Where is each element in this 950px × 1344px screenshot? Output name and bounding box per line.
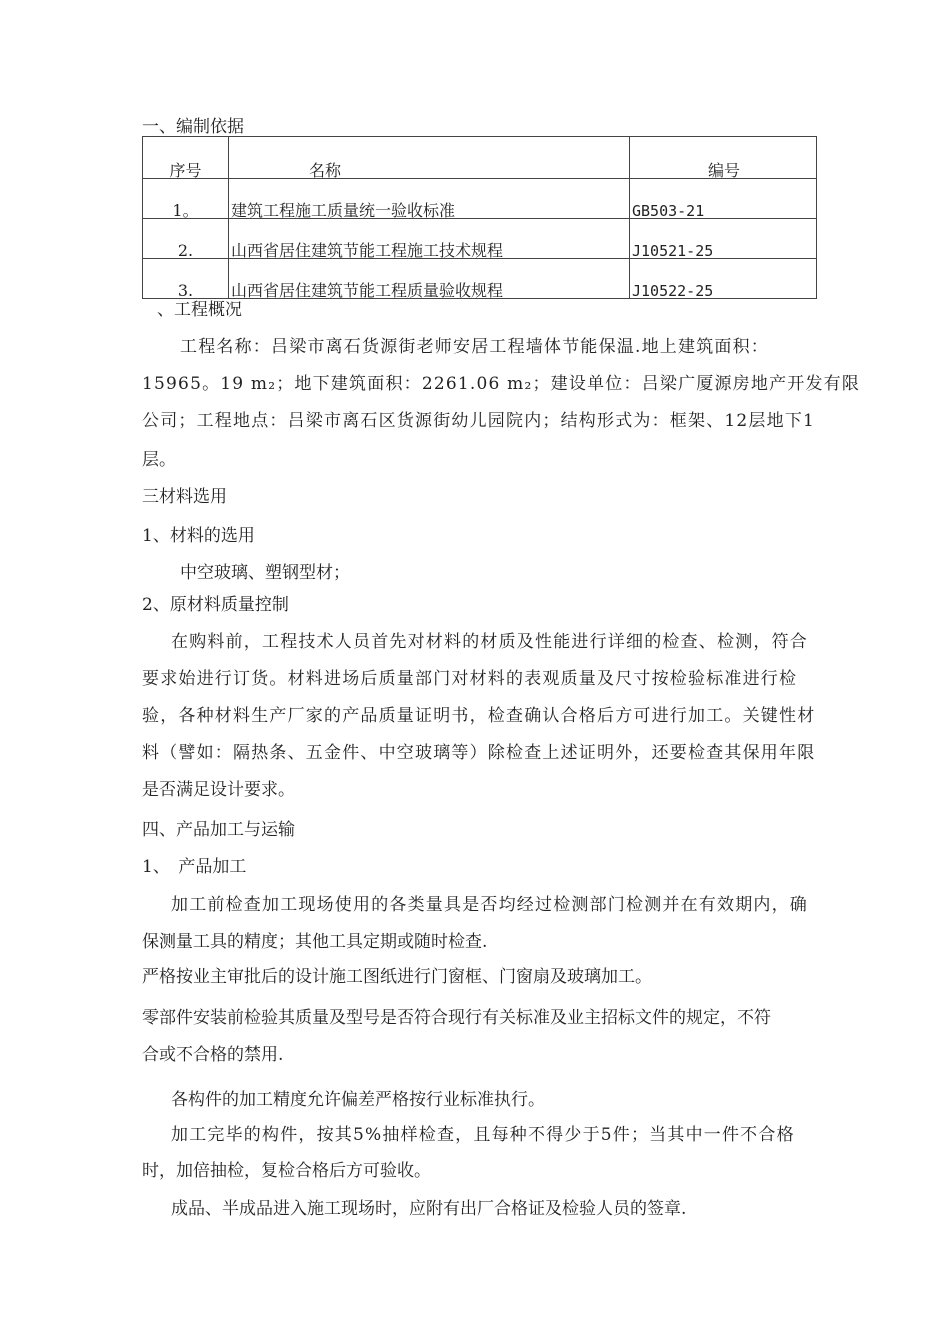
paragraph-line: 零部件安装前检验其质量及型号是否符合现行有关标准及业主招标文件的规定，不符 bbox=[142, 1008, 771, 1028]
cell-code: J10521-25 bbox=[630, 219, 817, 259]
paragraph-line: 各构件的加工精度允许偏差严格按行业标准执行。 bbox=[171, 1090, 545, 1110]
cell-no: 2. bbox=[143, 219, 229, 259]
cell-no: 1。 bbox=[143, 179, 229, 219]
paragraph-line: 料（譬如：隔热条、五金件、中空玻璃等）除检查上述证明外，还要检查其保用年限 bbox=[142, 743, 816, 763]
header-code: 编号 bbox=[630, 137, 817, 179]
paragraph-line: 验，各种材料生产厂家的产品质量证明书，检查确认合格后方可进行加工。关键性材 bbox=[142, 706, 816, 726]
table-row bbox=[143, 259, 817, 299]
subsection-title: 2、原材料质量控制 bbox=[142, 595, 289, 615]
paragraph-line: 15965。19 m₂；地下建筑面积：2261.06 m₂；建设单位：吕梁广厦源房地产开发有限 bbox=[142, 374, 861, 394]
cell-code: J10522-25 bbox=[630, 259, 817, 299]
cell-name: 建筑工程施工质量统一验收标准 bbox=[229, 179, 630, 219]
paragraph-line: 层。 bbox=[142, 450, 176, 470]
paragraph-line: 合或不合格的禁用. bbox=[142, 1045, 284, 1065]
section1-heading: 一、编制依据 bbox=[142, 117, 244, 137]
paragraph-line: 成品、半成品进入施工现场时，应附有出厂合格证及检验人员的签章. bbox=[171, 1199, 687, 1219]
subsection-title: 1、 产品加工 bbox=[142, 857, 247, 877]
paragraph-line: 要求始进行订货。材料进场后质量部门对材料的表观质量及尺寸按检验标准进行检 bbox=[142, 669, 798, 689]
paragraph-line: 在购料前，工程技术人员首先对材料的材质及性能进行详细的检查、检测，符合 bbox=[171, 632, 808, 652]
paragraph-line: 公司；工程地点：吕梁市离石区货源街幼儿园院内；结构形式为：框架、12层地下1 bbox=[142, 411, 816, 431]
cell-code: GB503-21 bbox=[630, 179, 817, 219]
table-row bbox=[143, 179, 817, 219]
paragraph-line: 加工前检查加工现场使用的各类量具是否均经过检测部门检测并在有效期内，确 bbox=[171, 895, 808, 915]
paragraph-line: 工程名称：吕梁市离石货源街老师安居工程墙体节能保温.地上建筑面积： bbox=[180, 337, 770, 357]
section4-heading: 四、产品加工与运输 bbox=[142, 820, 295, 840]
header-name: 名称 bbox=[229, 137, 630, 179]
table-row bbox=[143, 219, 817, 259]
paragraph-line: 保测量工具的精度；其他工具定期或随时检查. bbox=[142, 932, 488, 952]
section3-heading: 三材料选用 bbox=[142, 487, 227, 507]
section2-heading: 、工程概况 bbox=[157, 300, 242, 320]
paragraph-line: 是否满足设计要求。 bbox=[142, 780, 295, 800]
cell-name: 山西省居住建筑节能工程施工技术规程 bbox=[229, 219, 630, 259]
paragraph-line: 加工完毕的构件，按其5%抽样检查，且每种不得少于5件；当其中一件不合格 bbox=[171, 1125, 795, 1145]
cell-name: 山西省居住建筑节能工程质量验收规程 bbox=[229, 259, 630, 299]
paragraph-line: 严格按业主审批后的设计施工图纸进行门窗框、门窗扇及玻璃加工。 bbox=[142, 967, 652, 987]
table-header-row bbox=[143, 137, 817, 179]
paragraph-line: 中空玻璃、塑钢型材； bbox=[180, 563, 350, 583]
cell-no: 3. bbox=[143, 259, 229, 299]
paragraph-line: 时，加倍抽检，复检合格后方可验收。 bbox=[142, 1161, 431, 1181]
header-no: 序号 bbox=[143, 137, 229, 179]
standards-table bbox=[142, 136, 817, 299]
subsection-title: 1、材料的选用 bbox=[142, 526, 255, 546]
